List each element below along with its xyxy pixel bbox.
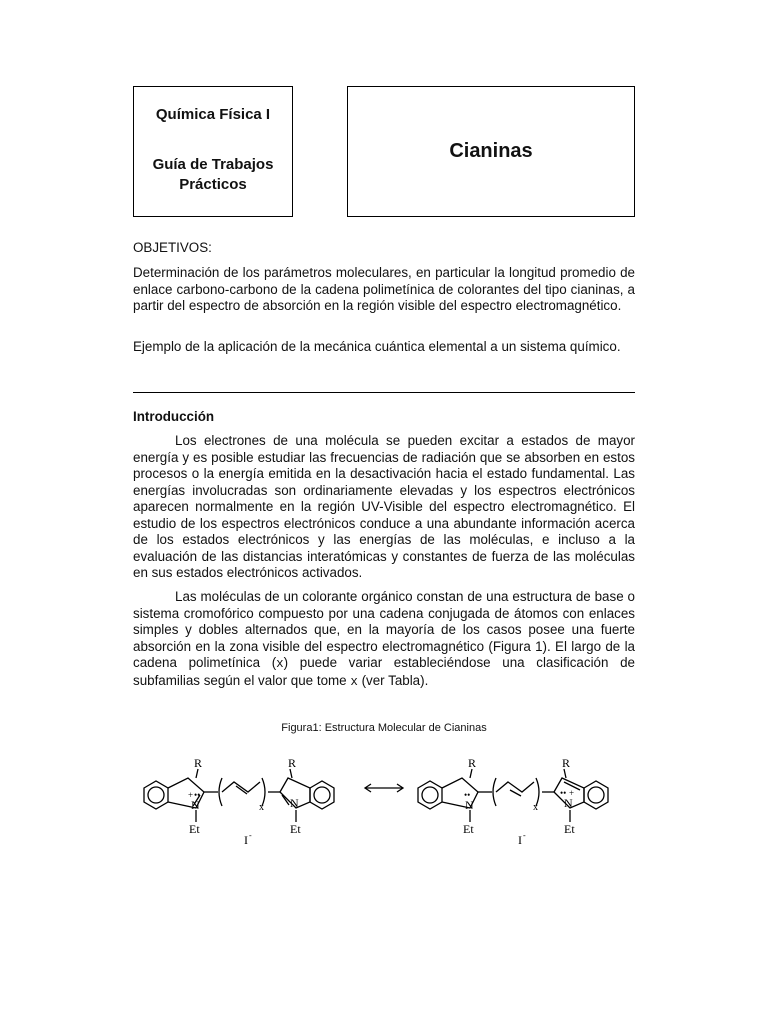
plus-charge: +	[188, 790, 194, 800]
paragraph-text: (ver Tabla).	[357, 672, 429, 688]
introduction-paragraph-1: Los electrones de una molécula se pueden excitar a estados de mayor energía y es posible estudiar las frecuencias de radiación que se absorben en estos procesos o la energía emitida en la desactivación hacia el estado fundamental. Las energías involucradas son ordinariamente elevadas y los espectros electrónicos aparecen normalmente en la región UV-Visible del espectro electromagnético. El estudio de los espectros electrónicos conduce a una abundante información acerca de los estados electrónicos y las energías de las moléculas, e incluso a la evaluación de las distancias interatómicas y constantes de fuerza de las moléculas en sus estados electrónicos activados.	[133, 433, 635, 580]
objectives-paragraph-1: Determinación de los parámetros moleculares, en particular la longitud promedio de enlace carbono-carbono de la cadena polimetínica de colorantes del tipo cianinas, a partir del espectro de absorción en la región visible del espectro electromagnético.	[133, 265, 635, 313]
aromatic-circle	[148, 787, 164, 803]
r-substituent-label: R	[562, 756, 571, 770]
paragraph-text: ) puede variar estableciéndose una clasificación de subfamilias según el valor que tome	[133, 655, 635, 688]
r-substituent-label: R	[194, 756, 203, 770]
nitrogen-label: N	[191, 798, 200, 812]
document-title-box	[347, 86, 635, 217]
section-divider	[133, 392, 635, 393]
ethyl-label: Et	[463, 822, 474, 836]
iodide-label: I	[518, 833, 522, 847]
course-info-box	[133, 86, 293, 217]
r-substituent-label: R	[468, 756, 477, 770]
lone-pair: ••	[194, 790, 201, 800]
nitrogen-label: N	[465, 798, 474, 812]
aromatic-circle	[314, 787, 330, 803]
lone-pair: ••	[464, 790, 471, 800]
aromatic-circle	[422, 787, 438, 803]
ethyl-label: Et	[564, 822, 575, 836]
negative-charge: -	[523, 831, 526, 840]
negative-charge: -	[249, 831, 252, 840]
ethyl-label: Et	[290, 822, 301, 836]
aromatic-circle	[588, 787, 604, 803]
nitrogen-label: N	[290, 796, 299, 810]
document-title: Cianinas	[449, 140, 533, 162]
paragraph-text: Las moléculas de un colorante orgánico constan de una estructura de base o sistema cromofórico compuesto por una cadena conjugada de átomos con enlaces simples y dobles alternados que, en la mayoría de los casos posee una fuerte absorción en la zona visible del espectro electromagnético (Figura 1). El largo de la cadena polimetínica (	[133, 589, 635, 670]
objectives-label: OBJETIVOS:	[133, 240, 212, 255]
cyanine-structure-figure	[130, 752, 640, 852]
objectives-paragraph-2: Ejemplo de la aplicación de la mecánica cuántica elemental a un sistema químico.	[133, 339, 621, 354]
lone-pair: ••	[560, 788, 567, 798]
chain-length-label: x	[259, 802, 264, 813]
chain-variable: x	[350, 674, 358, 689]
plus-charge: +	[569, 788, 575, 798]
iodide-label: I	[244, 833, 248, 847]
introduction-heading: Introducción	[133, 409, 215, 424]
ethyl-label: Et	[189, 822, 200, 836]
course-name: Química Física I	[155, 106, 271, 123]
r-substituent-label: R	[288, 756, 297, 770]
cyanine-resonance-diagram	[130, 752, 640, 852]
figure-caption: Figura1: Estructura Molecular de Cianinas	[281, 722, 487, 734]
chain-variable: x	[276, 657, 284, 671]
chain-length-label: x	[533, 802, 538, 813]
nitrogen-label: N	[564, 796, 573, 810]
introduction-paragraph-2	[133, 589, 635, 690]
guide-title: Guía de Trabajos Prácticos	[152, 156, 274, 193]
